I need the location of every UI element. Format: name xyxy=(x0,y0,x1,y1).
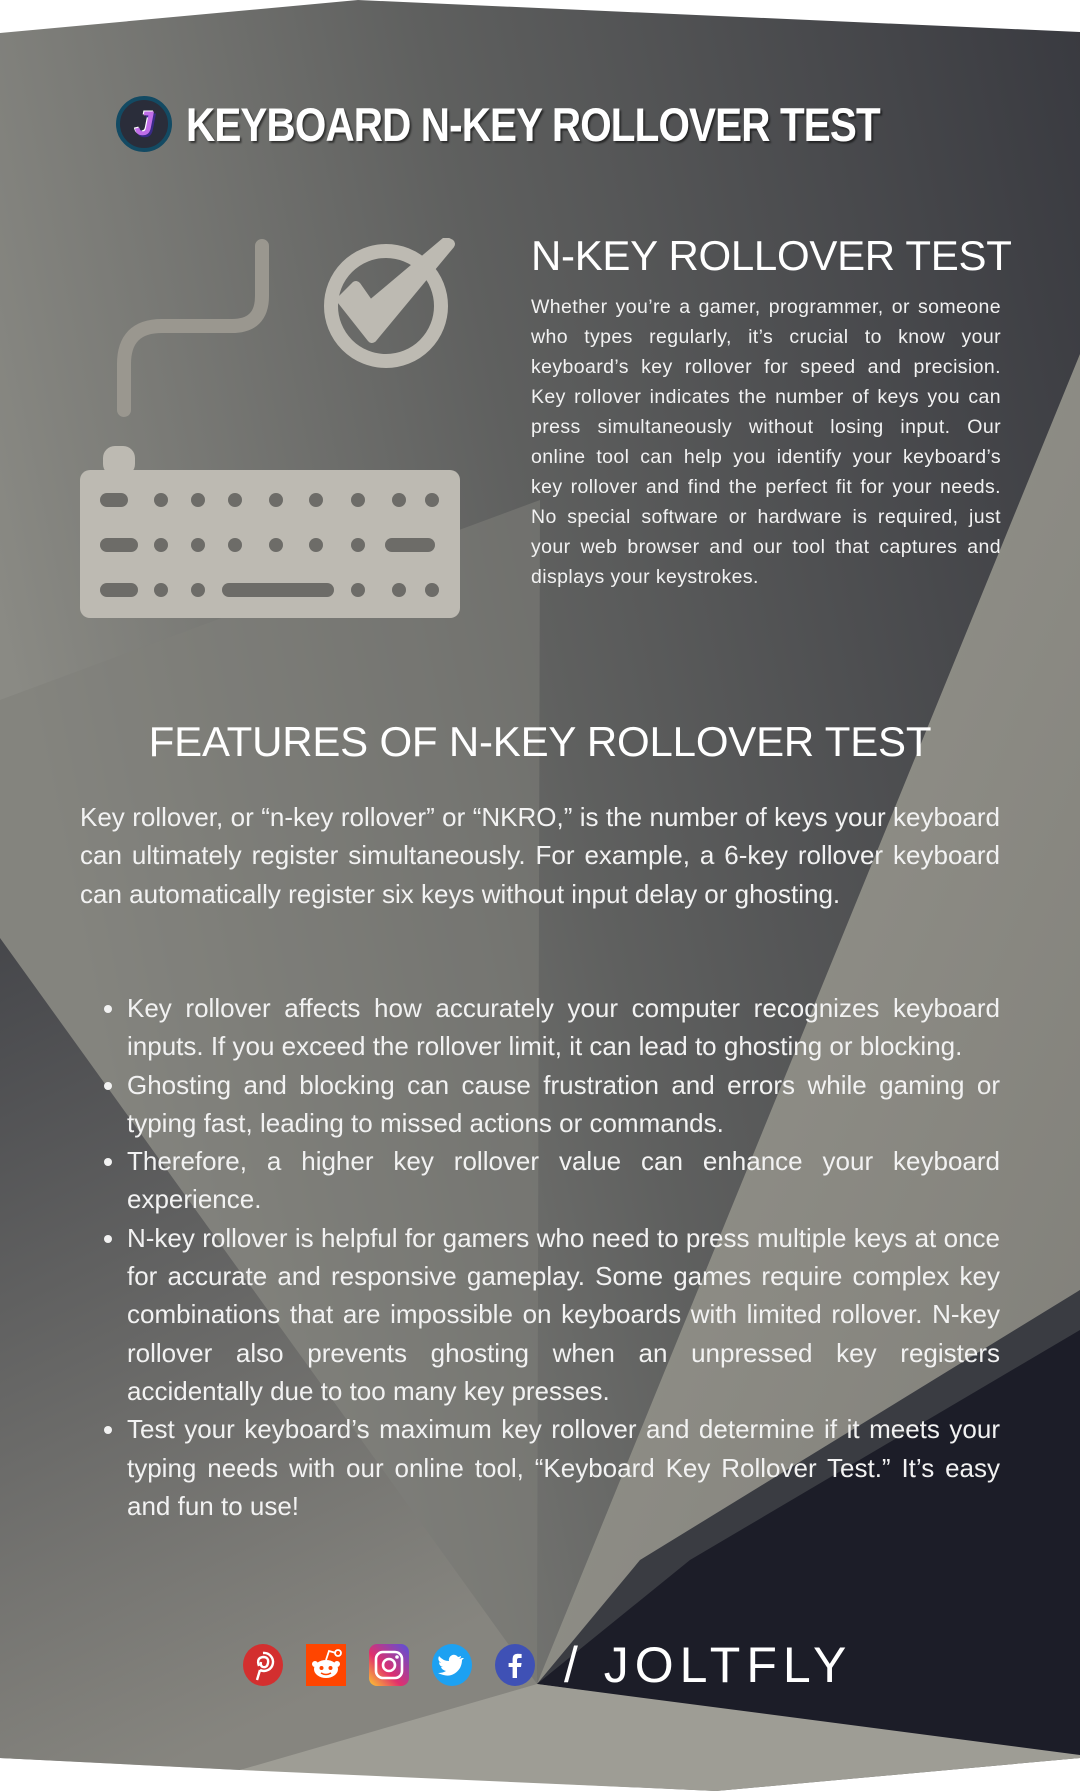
pinterest-icon[interactable] xyxy=(243,1643,283,1687)
reddit-icon[interactable] xyxy=(306,1643,346,1687)
list-item: • N-key rollover is helpful for gamers who need to press multiple keys at once for accurate and responsive gameplay. Some games require complex key combinations that are impossible on keyboards with limited rollover. N-key rollover also prevents ghosting when an unpressed key registers accidentally due to too many key presses. xyxy=(127,1219,1000,1410)
list-item: • Test your keyboard’s maximum key rollover and determine if it meets your typing needs with our online tool, “Keyboard Key Rollover Test.” It’s easy and fun to use! xyxy=(127,1410,1000,1525)
logo-letter: J xyxy=(134,104,154,143)
list-item: • Key rollover affects how accurately your computer recognizes keyboard inputs. If you exceed the rollover limit, it can lead to ghosting or blocking. xyxy=(127,989,1000,1066)
brand-name[interactable]: / JOLTFLY xyxy=(564,1637,853,1693)
features-list xyxy=(80,989,1000,1525)
keyboard-check-icon xyxy=(80,238,465,623)
twitter-icon[interactable] xyxy=(432,1643,472,1687)
intro-paragraph: Whether you’re a gamer, programmer, or someone who types regularly, it’s crucial to know your keyboard’s key rollover for speed and precision. Key rollover indicates the number of keys you can press simultaneously without losing input. Our online tool can help you identify your keyboard’s key rollover and find the perfect fit for your needs. No special software or hardware is required, just your web browser and our tool that captures and displays your keystrokes. xyxy=(531,296,1001,588)
intro-heading: N-KEY ROLLOVER TEST xyxy=(531,232,1012,279)
instagram-icon[interactable] xyxy=(369,1643,409,1687)
header xyxy=(116,92,993,156)
list-item: • Therefore, a higher key rollover value can enhance your keyboard experience. xyxy=(127,1142,1000,1219)
facebook-icon[interactable] xyxy=(495,1643,535,1687)
features-paragraph: Key rollover, or “n-key rollover” or “NKRO,” is the number of keys your keyboard can ultimately register simultaneously. For example, a 6-key rollover keyboard can automatically register six keys without input delay or ghosting. xyxy=(80,802,1000,909)
list-item: • Ghosting and blocking can cause frustration and errors while gaming or typing fast, leading to missed actions or commands. xyxy=(127,1066,1000,1143)
joltfly-logo[interactable] xyxy=(116,96,172,152)
footer xyxy=(243,1637,853,1693)
features-heading: FEATURES OF N-KEY ROLLOVER TEST xyxy=(148,718,932,765)
page-title: KEYBOARD N-KEY ROLLOVER TEST xyxy=(186,97,880,151)
